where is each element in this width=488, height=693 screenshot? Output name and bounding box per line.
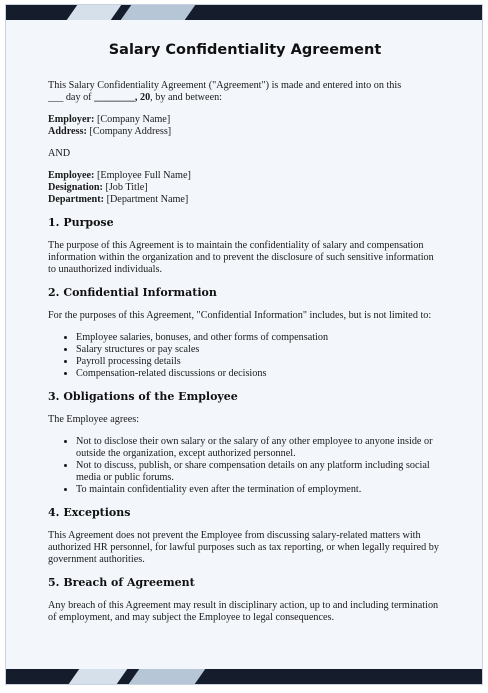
designation-value: [Job Title] [102,182,148,193]
breach-body: Any breach of this Agreement may result in disciplinary action, up to and including termination of employment, and may subject the Employee to legal consequences. [48,600,439,623]
confidential-list [48,332,442,380]
day-of-text: day of [63,92,95,103]
obligations-list [48,436,442,496]
purpose-body: The purpose of this Agreement is to maintain the confidentiality of salary and compensation information within the organization and to prevent the disclosure of such sensitive information to unauthorized individuals. [48,240,434,275]
confidential-heading: 2. Confidential Information [48,286,217,299]
intro-paragraph [48,80,442,104]
exceptions-body: This Agreement does not prevent the Employee from discussing salary-related matters with authorized HR personnel, for lawful purposes such as tax reporting, or when legally required by government authorities. [48,530,439,565]
employer-value: [Company Name] [94,114,171,125]
confidential-body: For the purposes of this Agreement, "Confidential Information" includes, but is not limited to: [48,310,432,321]
list-item: • Salary structures or pay scales [76,344,442,356]
obligations-heading: 3. Obligations of the Employee [48,390,238,403]
purpose-heading: 1. Purpose [48,216,114,229]
list-item: • Payroll processing details [76,356,442,368]
department-label: Department: [48,194,105,205]
top-decorative-band [6,5,482,20]
list-item: • Compensation-related discussions or decisions [76,368,442,380]
document-page [5,4,483,685]
list-item: • Not to disclose their own salary or the salary of any other employee to anyone inside or outside the organization, except authorized personnel. [76,436,442,460]
month-blank: ________ [94,92,135,103]
designation-label: Designation: [48,182,103,193]
list-item: • Employee salaries, bonuses, and other forms of compensation [76,332,442,344]
employee-label: Employee: [48,170,95,181]
bottom-stripe-1 [69,669,128,684]
bottom-stripe-2 [129,669,206,684]
bottom-decorative-band [6,669,482,684]
breach-heading: 5. Breach of Agreement [48,576,195,589]
department-value: [Department Name] [104,194,189,205]
address-label: Address: [48,126,87,137]
address-value: [Company Address] [86,126,172,137]
year-text: , 20 [134,92,151,103]
employee-block [48,170,442,206]
obligations-body: The Employee agrees: [48,414,140,425]
and-text: AND [48,148,71,159]
list-item: • To maintain confidentiality even after the termination of employment. [76,484,442,496]
employer-label: Employer: [48,114,95,125]
intro-tail: , by and between: [150,92,223,103]
exceptions-heading: 4. Exceptions [48,506,131,519]
top-stripe-1 [67,5,122,20]
day-blank: ___ [48,92,64,103]
list-item: • Not to discuss, publish, or share compensation details on any platform including social media or public forums. [76,460,442,484]
intro-line: This Salary Confidentiality Agreement ("Agreement") is made and entered into on this [48,80,402,91]
document-title: Salary Confidentiality Agreement [108,42,382,58]
document-content [48,41,442,624]
top-stripe-2 [121,5,196,20]
employer-block [48,114,442,138]
employee-value: [Employee Full Name] [94,170,191,181]
